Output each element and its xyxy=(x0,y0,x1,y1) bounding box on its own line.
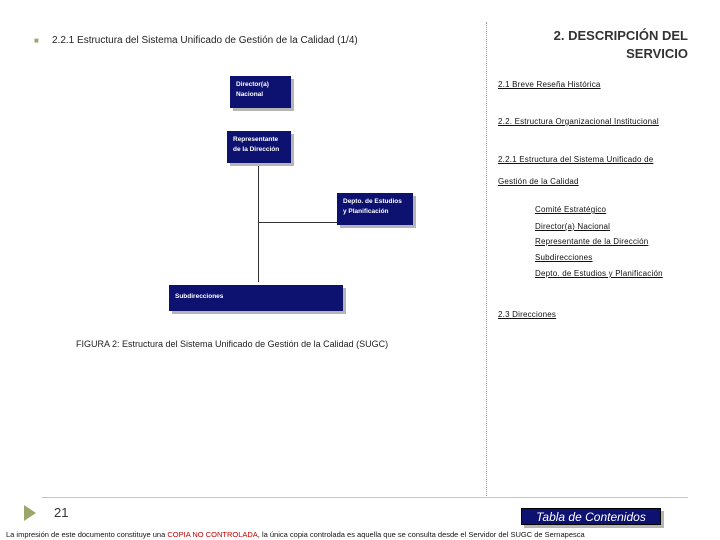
menu-link-director-nacional[interactable]: Director(a) Nacional xyxy=(535,222,611,231)
org-box-depto-line1: Depto. de Estudios xyxy=(343,198,402,205)
org-box-subdirecciones-label: Subdirecciones xyxy=(175,293,224,300)
square-bullet-icon: ■ xyxy=(34,36,39,45)
menu-link-depto-estudios[interactable]: Depto. de Estudios y Planificación xyxy=(535,269,663,278)
bottom-divider xyxy=(42,497,688,498)
triangle-next-icon[interactable] xyxy=(24,505,36,521)
org-box-depto-line2: y Planificación xyxy=(343,208,389,215)
menu-link-subdirecciones[interactable]: Subdirecciones xyxy=(535,253,593,262)
org-box-depto-estudios xyxy=(337,193,413,225)
vertical-divider xyxy=(486,22,487,496)
org-box-subdirecciones xyxy=(169,285,343,311)
page-number: 21 xyxy=(54,505,69,520)
footer-disclaimer xyxy=(6,530,585,539)
section-title: 2.2.1 Estructura del Sistema Unificado de Gestión de la Calidad (1/4) xyxy=(52,35,358,46)
org-box-representante-line2: de la Dirección xyxy=(233,146,280,153)
table-of-contents-button[interactable]: Tabla de Contenidos xyxy=(521,508,661,525)
chapter-heading-line2: SERVICIO xyxy=(626,46,688,61)
menu-link-estructura-sugc[interactable]: 2.2.1 Estructura del Sistema Unificado de xyxy=(498,155,654,164)
org-box-director xyxy=(230,76,291,108)
chapter-heading xyxy=(488,27,688,63)
connector-horizontal-depto xyxy=(258,222,337,223)
menu-link-resena-historica[interactable]: 2.1 Breve Reseña Histórica xyxy=(498,80,601,89)
figure-caption: FIGURA 2: Estructura del Sistema Unificado de Gestión de la Calidad (SUGC) xyxy=(76,339,389,349)
org-box-director-line2: Nacional xyxy=(236,91,264,98)
menu-link-estructura-organizacional[interactable]: 2.2. Estructura Organizacional Institucional xyxy=(498,117,659,126)
menu-link-comite-estrategico[interactable]: Comité Estratégico xyxy=(535,205,607,214)
footer-text-part2: , la única copia controlada es aquella que se consulta desde el Servidor del SUGC de Sernapesca xyxy=(257,530,585,539)
org-box-representante xyxy=(227,131,291,163)
footer-text-part1: La impresión de este documento constituye una xyxy=(6,530,168,539)
menu-link-direcciones[interactable]: 2.3 Direcciones xyxy=(498,310,557,319)
chapter-heading-line1: 2. DESCRIPCIÓN DEL xyxy=(553,28,688,43)
footer-warning: COPIA NO CONTROLADA xyxy=(167,530,258,539)
connector-vertical-main xyxy=(258,166,259,282)
menu-link-representante-direccion[interactable]: Representante de la Dirección xyxy=(535,237,649,246)
org-box-director-line1: Director(a) xyxy=(236,81,269,88)
menu-link-estructura-sugc-cont[interactable]: Gestión de la Calidad xyxy=(498,177,579,186)
org-box-representante-line1: Representante xyxy=(233,136,279,143)
